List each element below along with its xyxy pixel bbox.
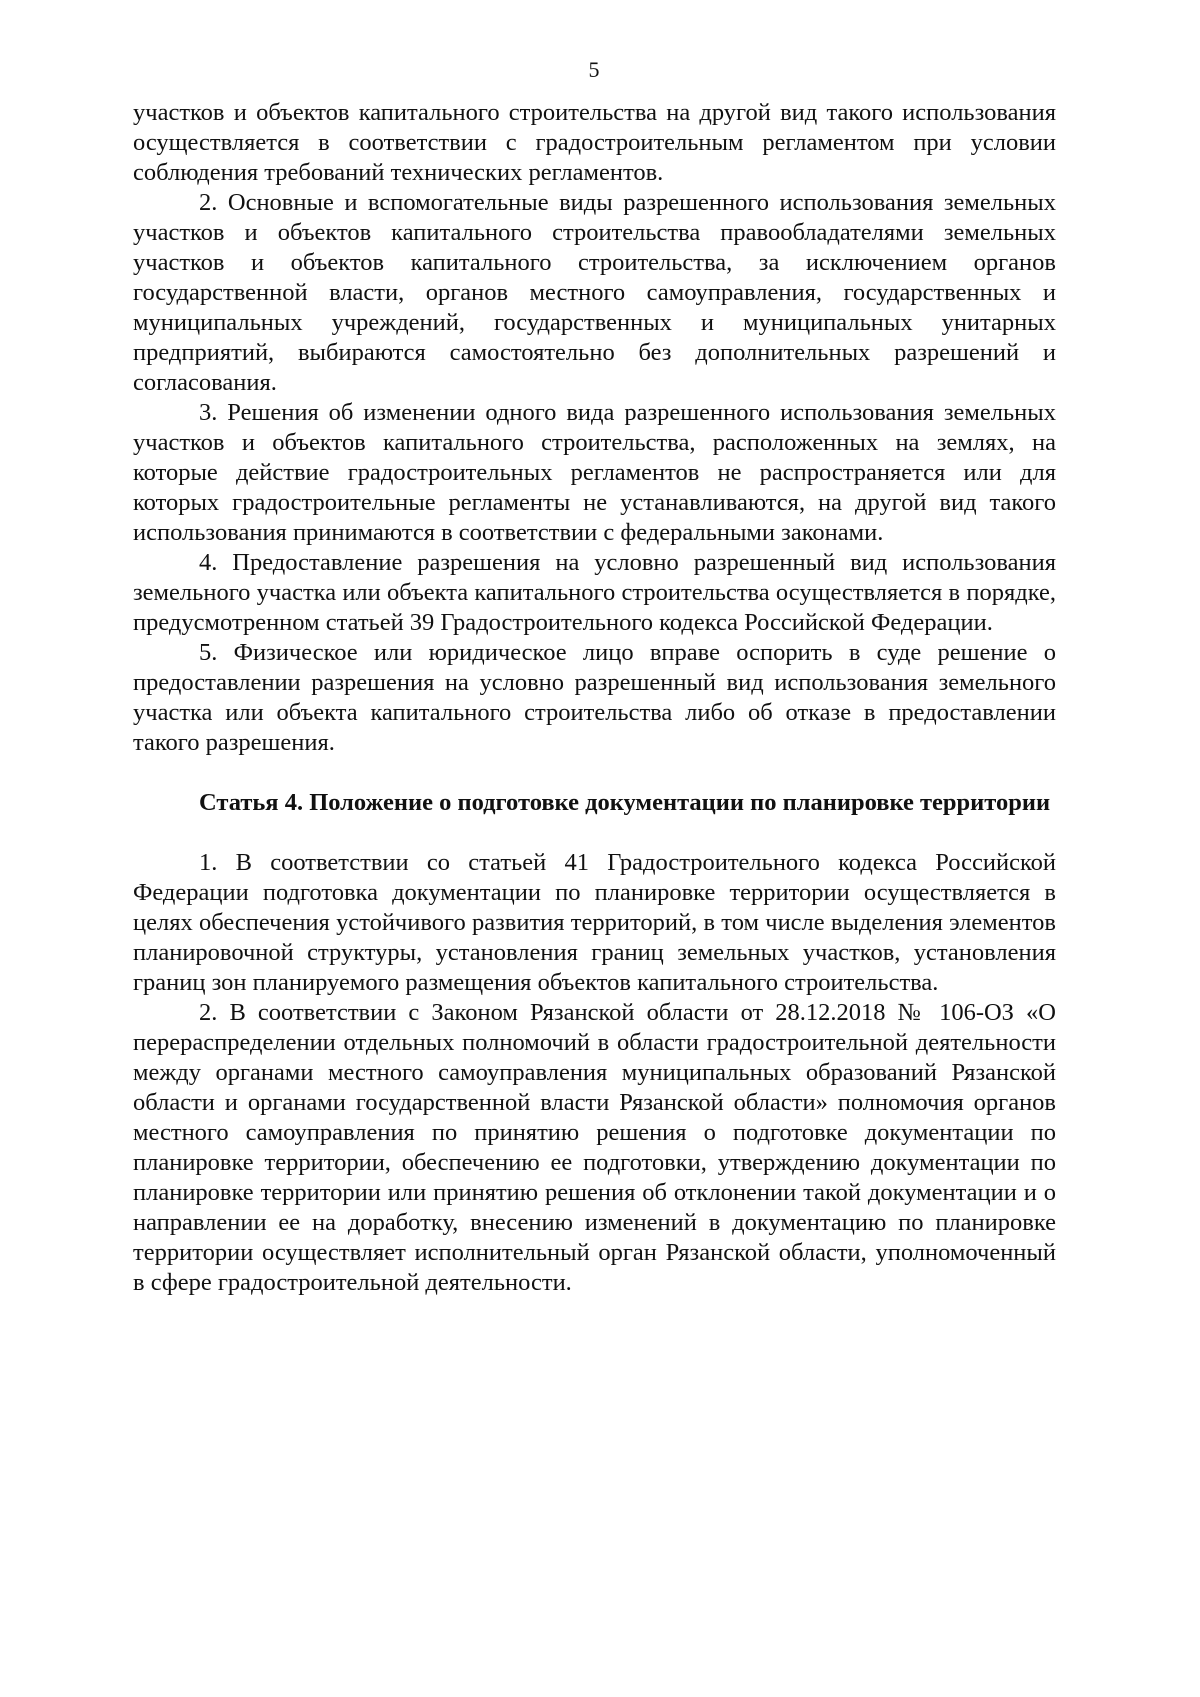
article4-paragraph-1: 1. В соответствии со статьей 41 Градостроительного кодекса Российской Федерации подготовка документации по планировке территории осуществляется в целях обеспечения устойчивого развития территорий, в том числе выделения элементов планировочной структуры, установления границ земельных участков, установления границ зон планируемого размещения объектов капитального строительства. <box>133 849 1056 996</box>
paragraph-item-3: 3. Решения об изменении одного вида разрешенного использования земельных участков и объектов капитального строительства, расположенных на землях, на которые действие градостроительных регламентов не распространяется или для которых градостроительные регламенты не устанавливаются, на другой вид такого использования принимаются в соответствии с федеральными законами. <box>133 399 1056 546</box>
paragraph-item-4: 4. Предоставление разрешения на условно разрешенный вид использования земельного участка или объекта капитального строительства осуществляется в порядке, предусмотренном статьей 39 Градостроительного кодекса Российской Федерации. <box>133 549 1056 636</box>
page-number: 5 <box>588 57 600 82</box>
paragraph-continuation: участков и объектов капитального строительства на другой вид такого использования осуществляется в соответствии с градостроительным регламентом при условии соблюдения требований технических регламентов. <box>133 99 1056 186</box>
article-heading: Статья 4. Положение о подготовке документации по планировке территории <box>199 789 1051 816</box>
paragraph-item-5: 5. Физическое или юридическое лицо вправе оспорить в суде решение о предоставлении разрешения на условно разрешенный вид использования земельного участка или объекта капитального строительства либо об отказе в предоставлении такого разрешения. <box>133 639 1056 756</box>
document-body <box>133 98 1056 1298</box>
article4-paragraph-2: 2. В соответствии с Законом Рязанской области от 28.12.2018 № 106-ОЗ «О перераспределении отдельных полномочий в области градостроительной деятельности между органами местного самоуправления муниципальных образований Рязанской области и органами государственной власти Рязанской области» полномочия органов местного самоуправления по принятию решения о подготовке документации по планировке территории, обеспечению ее подготовки, утверждению документации по планировке территории или принятию решения об отклонении такой документации и о направлении ее на доработку, внесению изменений в документацию по планировке территории осуществляет исполнительный орган Рязанской области, уполномоченный в сфере градостроительной деятельности. <box>133 999 1056 1296</box>
paragraph-item-2: 2. Основные и вспомогательные виды разрешенного использования земельных участков и объектов капитального строительства правообладателями земельных участков и объектов капитального строительства, за исключением органов государственной власти, органов местного самоуправления, государственных и муниципальных учреждений, государственных и муниципальных унитарных предприятий, выбираются самостоятельно без дополнительных разрешений и согласования. <box>133 189 1056 396</box>
